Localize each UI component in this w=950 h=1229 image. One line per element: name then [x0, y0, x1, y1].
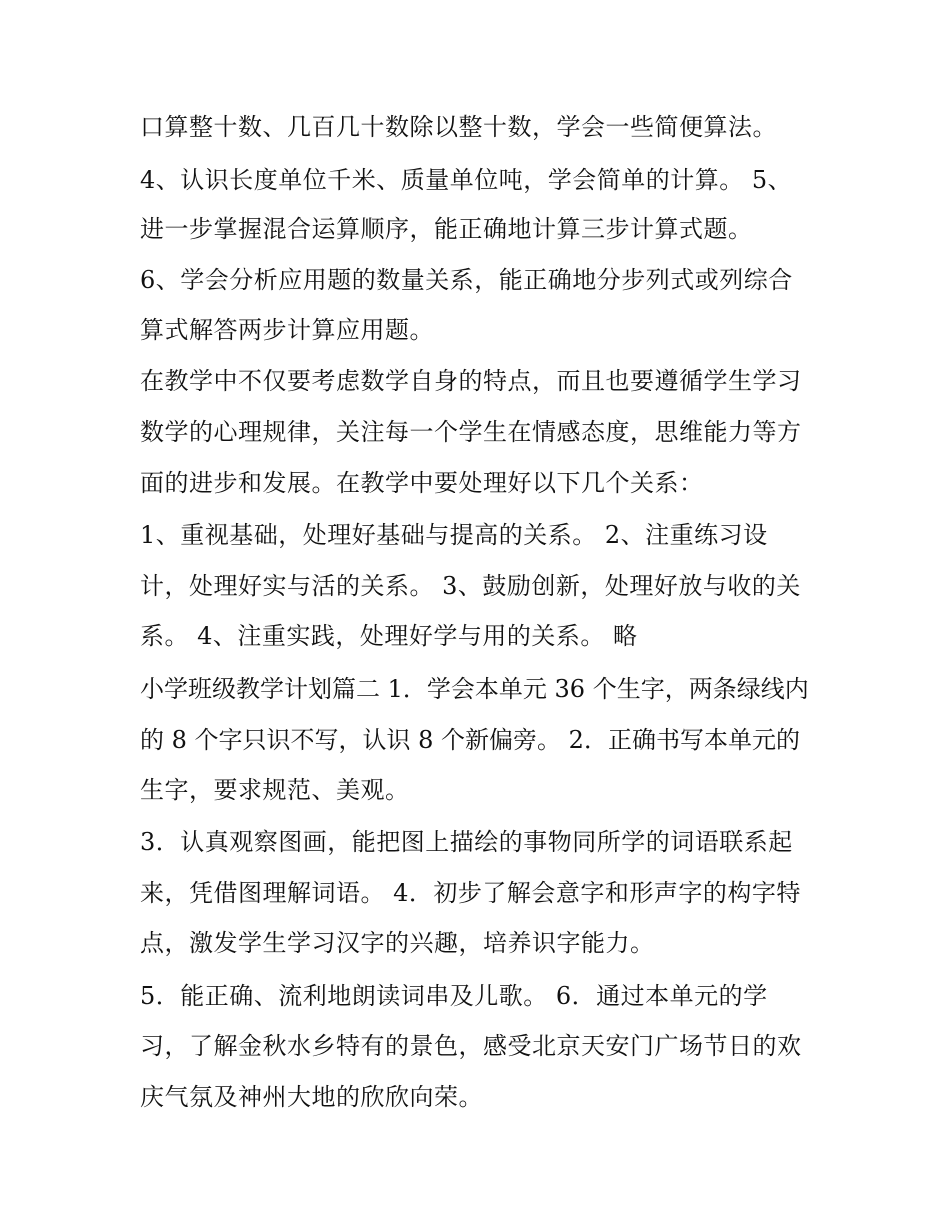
text-line: 6、学会分析应用题的数量关系，能正确地分步列式或列综合	[140, 266, 793, 294]
text-line: 来，凭借图理解词语。 4．初步了解会意字和形声字的构字特	[140, 879, 801, 907]
text-line: 数学的心理规律，关注每一个学生在情感态度，思维能力等方	[140, 418, 802, 446]
text-line: 习，了解金秋水乡特有的景色，感受北京天安门广场节日的欢	[140, 1032, 802, 1060]
text-line: 5．能正确、流利地朗读词串及儿歌。 6．通过本单元的学	[140, 982, 768, 1010]
text-line: 的 8 个字只识不写，认识 8 个新偏旁。 2．正确书写本单元的	[140, 726, 800, 754]
text-line: 口算整十数、几百几十数除以整十数，学会一些简便算法。	[140, 113, 777, 141]
text-line: 小学班级教学计划篇二 1．学会本单元 36 个生字，两条绿线内	[140, 675, 809, 703]
text-line: 进一步掌握混合运算顺序，能正确地计算三步计算式题。	[140, 215, 753, 243]
text-line: 1、重视基础，处理好基础与提高的关系。 2、注重练习设	[140, 521, 768, 549]
text-line: 3．认真观察图画，能把图上描绘的事物同所学的词语联系起	[140, 828, 793, 856]
text-line: 算式解答两步计算应用题。	[140, 316, 434, 344]
text-line: 面的进步和发展。在教学中要处理好以下几个关系：	[140, 469, 704, 497]
text-line: 系。 4、注重实践，处理好学与用的关系。 略	[140, 622, 638, 650]
text-line: 生字，要求规范、美观。	[140, 776, 410, 804]
text-line: 4、认识长度单位千米、质量单位吨，学会简单的计算。 5、	[140, 166, 793, 194]
text-line: 在教学中不仅要考虑数学自身的特点，而且也要遵循学生学习	[140, 367, 802, 395]
text-line: 庆气氛及神州大地的欣欣向荣。	[140, 1083, 483, 1111]
text-line: 点，激发学生学习汉字的兴趣，培养识字能力。	[140, 929, 655, 957]
text-line: 计，处理好实与活的关系。 3、鼓励创新，处理好放与收的关	[140, 572, 801, 600]
